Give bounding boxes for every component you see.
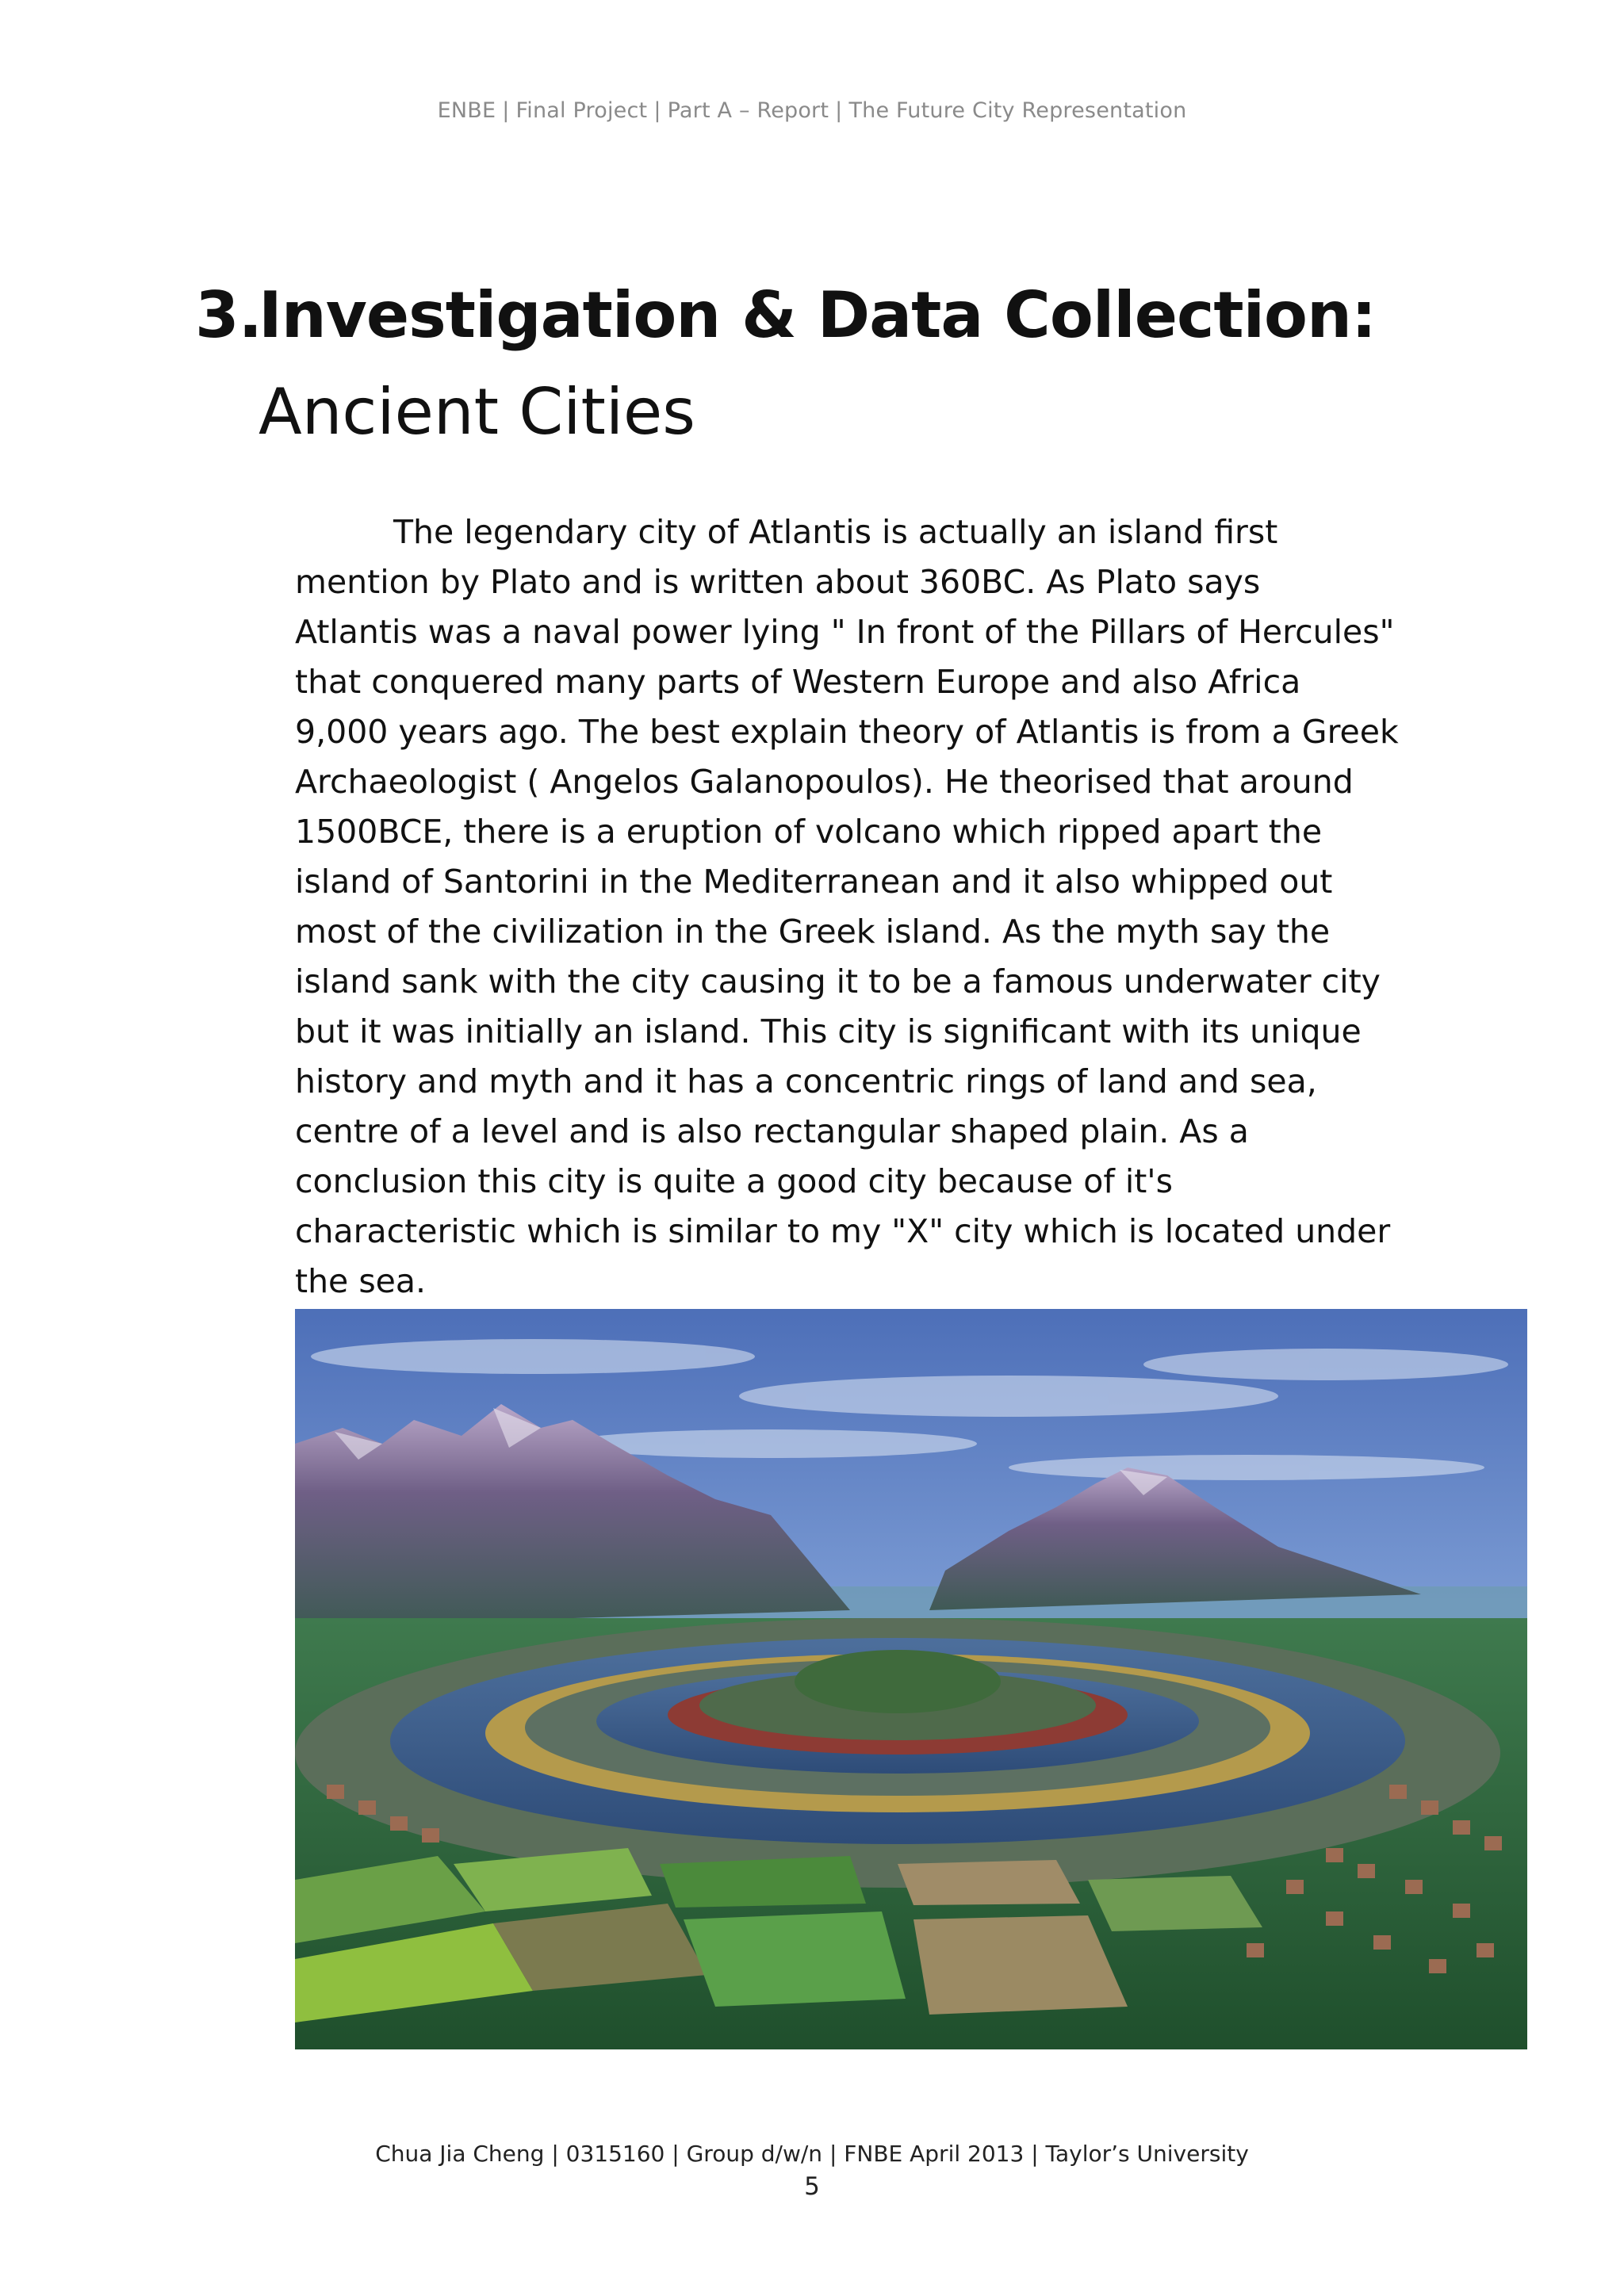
footer-intake: FNBE April 2013 bbox=[844, 2141, 1025, 2167]
footer-separator: | bbox=[1024, 2141, 1046, 2167]
section-subtitle: Ancient Cities bbox=[259, 375, 695, 449]
footer-author: Chua Jia Cheng bbox=[375, 2141, 545, 2167]
footer-separator: | bbox=[544, 2141, 566, 2167]
body-line: 1500BCE, there is a eruption of volcano which ripped apart the bbox=[295, 813, 1323, 851]
section-number: 3. bbox=[195, 278, 262, 352]
section-title: Investigation & Data Collection: bbox=[259, 278, 1376, 352]
header-project: Final Project bbox=[515, 98, 648, 123]
body-line: that conquered many parts of Western Europe and also Africa bbox=[295, 663, 1301, 701]
body-line: 9,000 years ago. The best explain theory of Atlantis is from a Greek bbox=[295, 713, 1399, 751]
body-line: island of Santorini in the Mediterranean and it also whipped out bbox=[295, 863, 1333, 901]
body-line: but it was initially an island. This city is significant with its unique bbox=[295, 1012, 1362, 1050]
footer-group: Group d/w/n bbox=[686, 2141, 823, 2167]
atlantis-render bbox=[295, 1309, 1527, 2049]
header-separator: | bbox=[502, 98, 510, 123]
body-line: most of the civilization in the Greek island. As the myth say the bbox=[295, 913, 1331, 951]
atlantis-illustration bbox=[295, 1309, 1527, 2049]
body-line: The legendary city of Atlantis is actually an island first bbox=[393, 513, 1278, 551]
body-line: conclusion this city is quite a good city because of it's bbox=[295, 1162, 1173, 1200]
body-line: Archaeologist ( Angelos Galanopoulos). He theorised that around bbox=[295, 763, 1354, 801]
header-separator: | bbox=[653, 98, 661, 123]
section-heading bbox=[195, 278, 1376, 352]
header-separator: | bbox=[835, 98, 843, 123]
body-paragraph bbox=[295, 507, 1437, 1307]
header-course: ENBE bbox=[437, 98, 496, 123]
central-hill bbox=[795, 1650, 1001, 1713]
footer-student-id: 0315160 bbox=[565, 2141, 665, 2167]
body-line: centre of a level and is also rectangular shaped plain. As a bbox=[295, 1112, 1249, 1150]
page-header bbox=[0, 98, 1624, 123]
footer-separator: | bbox=[665, 2141, 687, 2167]
page-footer bbox=[0, 2141, 1624, 2167]
body-line: characteristic which is similar to my "X" city which is located under bbox=[295, 1212, 1391, 1250]
footer-university: Taylor’s University bbox=[1045, 2141, 1249, 2167]
body-line: Atlantis was a naval power lying " In front of the Pillars of Hercules" bbox=[295, 613, 1395, 651]
body-line: mention by Plato and is written about 360BC. As Plato says bbox=[295, 563, 1261, 601]
header-part: Part A – Report bbox=[667, 98, 829, 123]
body-line: the sea. bbox=[295, 1262, 427, 1300]
body-line: island sank with the city causing it to be a famous underwater city bbox=[295, 962, 1381, 1001]
page-number: 5 bbox=[804, 2172, 820, 2201]
header-topic: The Future City Representation bbox=[848, 98, 1187, 123]
body-line: history and myth and it has a concentric rings of land and sea, bbox=[295, 1062, 1317, 1100]
footer-separator: | bbox=[822, 2141, 845, 2167]
